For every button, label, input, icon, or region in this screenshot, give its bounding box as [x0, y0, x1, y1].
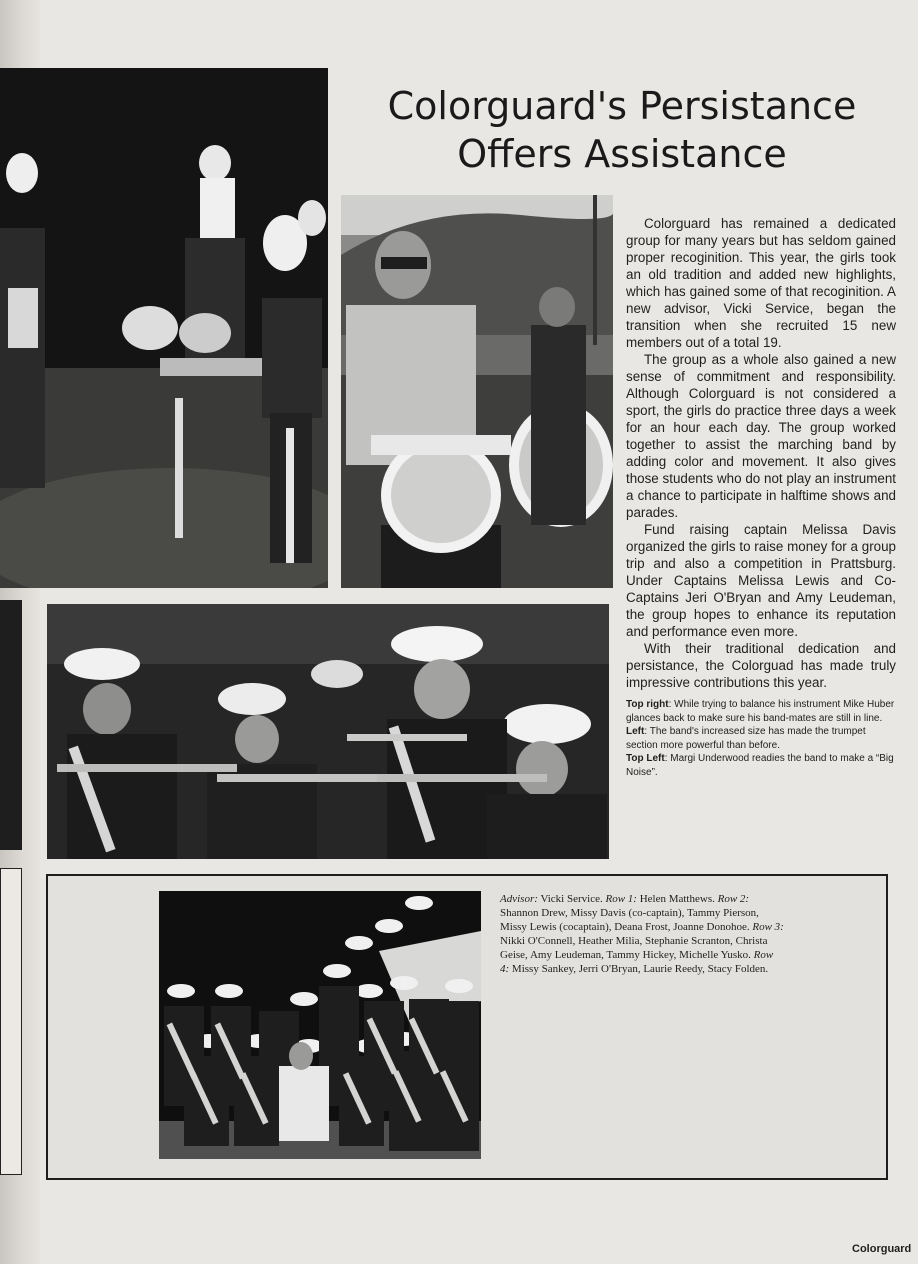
page-footer-section: Colorguard: [852, 1243, 912, 1255]
row-3-label: Row 3:: [752, 921, 784, 933]
advisor-name: Vicki Service.: [537, 893, 606, 905]
row-1-label: Row 1:: [605, 893, 637, 905]
body-paragraph: Fund raising captain Melissa Davis organized the girls to raise money for a group trip and also a competition in Prattsburg. Under Captains Melissa Lewis and Co-Captains Jeri O'Bryan and Amy Leudeman, the group hopes to enhance its reputation and performance even more.: [626, 522, 896, 639]
title-line-2: Offers Assistance: [457, 132, 787, 176]
row-2-label: Row 2:: [717, 893, 750, 905]
row-4-names: Missy Sankey, Jerri O'Bryan, Laurie Reedy, Stacy Folden.: [509, 963, 769, 975]
caption-top-right: [626, 698, 898, 725]
row-4-label: Row 4:: [500, 949, 774, 975]
caption-text: : The band's increased size has made the trumpet section more powerful than before.: [626, 726, 866, 751]
row-1-names: Helen Matthews.: [636, 893, 718, 905]
caption-top-left: [626, 752, 898, 779]
title-line-1: Colorguard's Persistance: [387, 84, 857, 128]
advisor-label: Advisor:: [500, 893, 538, 905]
photo-captions: [626, 698, 898, 779]
caption-text: : Margi Underwood readies the band to make a “Big Noise”.: [626, 753, 894, 778]
photo-colorguard-group: [159, 891, 481, 1159]
article-title: [372, 82, 872, 178]
caption-key: Top Left: [626, 753, 665, 764]
caption-text: : While trying to balance his instrument Mike Huber glances back to make sure his band-mates are still in line.: [626, 699, 895, 724]
photo-drummer-mike-huber: [341, 195, 613, 588]
article-body: [626, 215, 896, 691]
caption-key: Top right: [626, 699, 669, 710]
row-2-names: Shannon Drew, Missy Davis (co-captain), Tammy Pierson, Missy Lewis (cocaptain), Deana Frost, Joanne Donohoe.: [500, 907, 759, 933]
adjacent-page-photo-edge: [0, 600, 22, 850]
body-paragraph: Colorguard has remained a dedicated group for many years but has seldom gained proper recoginition. This year, the girls took an old tradition and added new highlights, which has gained some of that recoginition. A new advisor, Vicki Service, began the transition when she recruited 15 new members out of a total 19.: [626, 216, 896, 350]
adjacent-page-box-edge: [0, 868, 22, 1175]
body-paragraph: With their traditional dedication and persistance, the Colorguad has made truly impressive contributions this year.: [626, 641, 896, 690]
group-photo-caption: [500, 892, 785, 976]
row-3-names: Nikki O'Connell, Heather Milia, Stephanie Scranton, Christa Geise, Amy Leudeman, Tammy Hickey, Michelle Yusko.: [500, 935, 768, 961]
body-paragraph: The group as a whole also gained a new sense of commitment and responsibility. Although Colorguard is not considered a sport, the girls do practice three days a week for an hour each day. The group worked together to assist the marching band by adding color and movement. It also gives those students who do not play an instrument a chance to participate in halftime shows and parades.: [626, 352, 896, 520]
caption-key: Left: [626, 726, 645, 737]
photo-drumline-night: [0, 68, 328, 588]
photo-trumpet-section: [47, 604, 609, 859]
caption-left: [626, 725, 898, 752]
